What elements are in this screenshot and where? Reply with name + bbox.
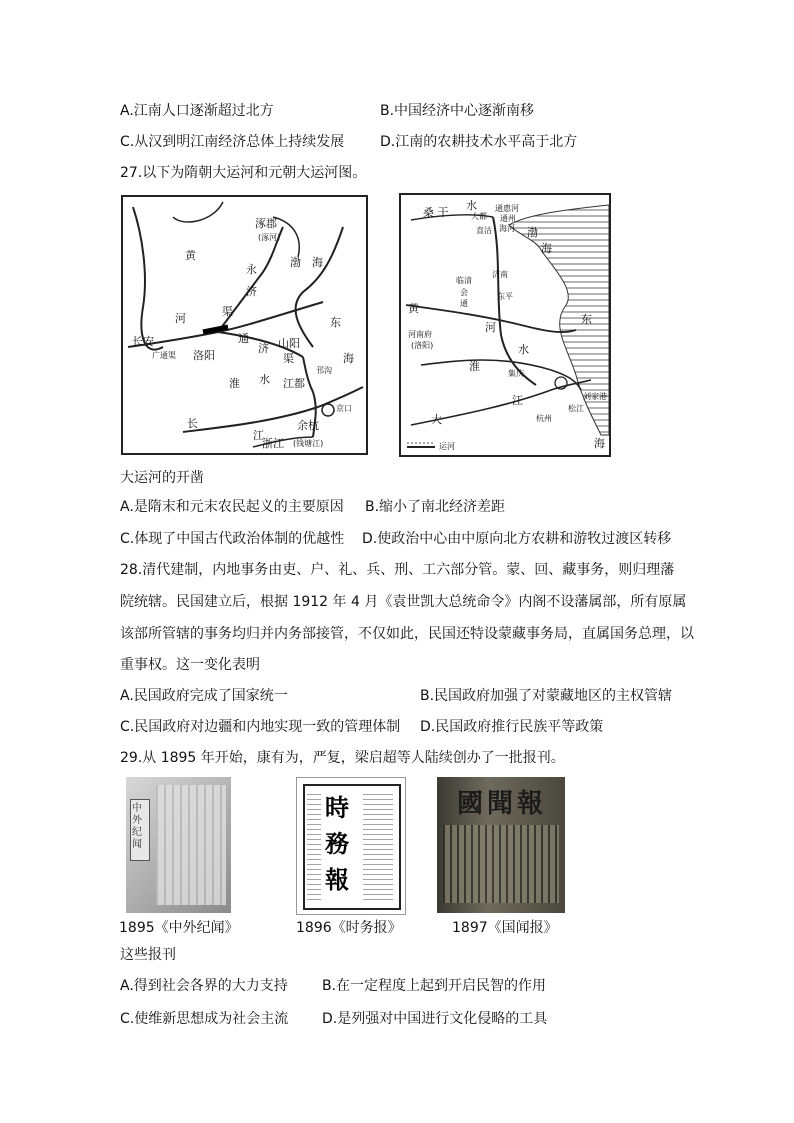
q26-option-d[interactable]: D.江南的农耕技术水平高于北方 <box>380 134 578 150</box>
map2-huang: 黄 <box>408 302 419 315</box>
q29-option-d[interactable]: D.是列强对中国进行文化侵略的工具 <box>322 1011 548 1027</box>
map2-jiqing: 集庆 <box>508 369 524 378</box>
map2-huai: 淮 <box>469 360 480 373</box>
map1-hai1: 海 <box>312 256 323 269</box>
map1-huang: 黄 <box>185 249 196 262</box>
q29-sub-stem: 这些报刊 <box>120 947 176 963</box>
map1-yong: 永 <box>246 263 257 276</box>
map2-hui: 会 <box>460 288 468 297</box>
map1-jiang: 江 <box>253 429 264 442</box>
q29-option-b[interactable]: B.在一定程度上起到开启民智的作用 <box>322 978 547 994</box>
map1-he: 河 <box>175 312 186 325</box>
map1-small-label: (涿河) <box>258 233 281 242</box>
map1-huai: 淮 <box>229 377 240 390</box>
map1-jiangdu: 江都 <box>283 377 305 390</box>
caption-1896: 1896《时务报》 <box>296 920 402 936</box>
map1-guangtong: 广通渠 <box>152 351 176 360</box>
q28-line-1: 28.清代建制，内地事务由吏、户、礼、兵、刑、工六部分管。蒙、回、藏事务，则归理藩 <box>120 562 675 578</box>
q27-option-d[interactable]: D.使政治中心由中原向北方农耕和游牧过渡区转移 <box>362 531 672 547</box>
map2-tongzhou: 通州 <box>500 214 516 223</box>
map2-da: 大 <box>431 413 442 426</box>
map1-dong: 东 <box>330 316 341 329</box>
q28-line-2: 院统辖。民国建立后，根据 1912 年 4 月《袁世凯大总统命令》内阁不设藩属部，所有原属 <box>120 594 687 610</box>
map1-hai2: 海 <box>343 352 354 365</box>
map2-henanfu: 河南府 <box>408 330 432 339</box>
guowenbao-title: 國聞報 <box>457 789 548 819</box>
map2-zhigu: 直沽 <box>476 226 492 235</box>
map2-legend-canal: 运河 <box>439 442 455 451</box>
map2-dadu: 大都 <box>471 212 487 221</box>
sui-canal-map <box>121 195 368 455</box>
map1-luoyang: 洛阳 <box>193 349 215 362</box>
map2-haihe: 海河 <box>499 224 515 233</box>
q26-option-c[interactable]: C.从汉到明江南经济总体上持续发展 <box>120 134 345 150</box>
map1-chang: 长 <box>187 417 198 430</box>
q28-option-b[interactable]: B.民国政府加强了对蒙藏地区的主权管辖 <box>420 688 673 704</box>
map2-hangzhou: 杭州 <box>536 414 552 423</box>
q27-stem: 27.以下为隋朝大运河和元朝大运河图。 <box>120 165 367 181</box>
map1-ji1: 济 <box>246 285 257 298</box>
newspaper-photo-shiwubao <box>296 777 406 915</box>
newspaper-photo-guowenbao <box>437 777 565 913</box>
map2-liujiagang: 刘家港 <box>583 392 607 401</box>
q28-line-4: 重事权。这一变化表明 <box>120 657 260 673</box>
map1-jingkou: 京口 <box>336 404 352 413</box>
map2-dongping: 东平 <box>497 292 513 301</box>
newspaper-photo-zhongwai-jiwen <box>126 777 231 913</box>
map2-bo: 渤 <box>527 226 538 239</box>
map1-changan: 长安 <box>132 335 154 348</box>
map1-shanyang: 山阳 <box>278 337 300 350</box>
map1-yuhang: 余杭 <box>297 419 319 432</box>
yuan-canal-map <box>399 193 611 457</box>
map1-shui: 水 <box>259 373 270 386</box>
q27-option-b[interactable]: B.缩小了南北经济差距 <box>365 499 506 515</box>
map2-tonghuihe: 通惠河 <box>495 204 519 213</box>
q26-option-a[interactable]: A.江南人口逐渐超过北方 <box>120 103 274 119</box>
caption-1897: 1897《国闻报》 <box>452 920 558 936</box>
map1-qu2: 渠 <box>283 352 294 365</box>
map2-hai2: 海 <box>594 437 605 450</box>
q27-sub-stem: 大运河的开凿 <box>120 470 204 486</box>
map2-hai1: 海 <box>541 242 552 255</box>
q26-option-b[interactable]: B.中国经济中心逐渐南移 <box>380 103 535 119</box>
map2-linqing: 临清 <box>456 276 472 285</box>
map2-shui1: 水 <box>466 199 477 212</box>
q28-option-c[interactable]: C.民国政府对边疆和内地实现一致的管理体制 <box>120 719 401 735</box>
map1-tong: 通 <box>238 332 249 345</box>
map1-hangou: 邗沟 <box>316 366 332 375</box>
map1-ji2: 济 <box>258 342 269 355</box>
q29-option-a[interactable]: A.得到社会各界的大力支持 <box>120 978 288 994</box>
shiwubao-title: 時務報 <box>325 794 349 894</box>
map1-qiantang: (钱塘江) <box>293 439 324 448</box>
q29-option-c[interactable]: C.使维新思想成为社会主流 <box>120 1011 289 1027</box>
map1-zhejiang: 浙江 <box>262 437 284 450</box>
q28-line-3: 该部所管辖的事务均归并内务部接管，不仅如此，民国还特设蒙藏事务局，直属国务总理，以 <box>120 626 694 642</box>
map1-zhuojun: 涿郡 <box>255 217 277 230</box>
q28-option-d[interactable]: D.民国政府推行民族平等政策 <box>420 719 604 735</box>
map2-sanggan: 桑 干 <box>423 206 449 219</box>
map1-bo: 渤 <box>290 256 301 269</box>
map2-songjiang: 松江 <box>568 404 584 413</box>
map1-qu1: 渠 <box>222 305 233 318</box>
q28-option-a[interactable]: A.民国政府完成了国家统一 <box>120 688 288 704</box>
caption-1895: 1895《中外纪闻》 <box>119 920 239 936</box>
map2-luoyang: (洛阳) <box>411 341 434 350</box>
map2-he: 河 <box>485 321 496 334</box>
map2-dong: 东 <box>581 313 592 326</box>
map2-shui2: 水 <box>518 343 529 356</box>
map2-tong: 通 <box>460 299 468 308</box>
q29-stem: 29.从 1895 年开始，康有为，严复，梁启超等人陆续创办了一批报刊。 <box>120 750 565 766</box>
q27-option-c[interactable]: C.体现了中国古代政治体制的优越性 <box>120 531 345 547</box>
map2-jinan: 济南 <box>492 270 508 279</box>
map2-jiang: 江 <box>512 394 523 407</box>
zhongwai-jiwen-title: 中外纪闻 <box>132 803 142 850</box>
q27-option-a[interactable]: A.是隋末和元末农民起义的主要原因 <box>120 499 344 515</box>
